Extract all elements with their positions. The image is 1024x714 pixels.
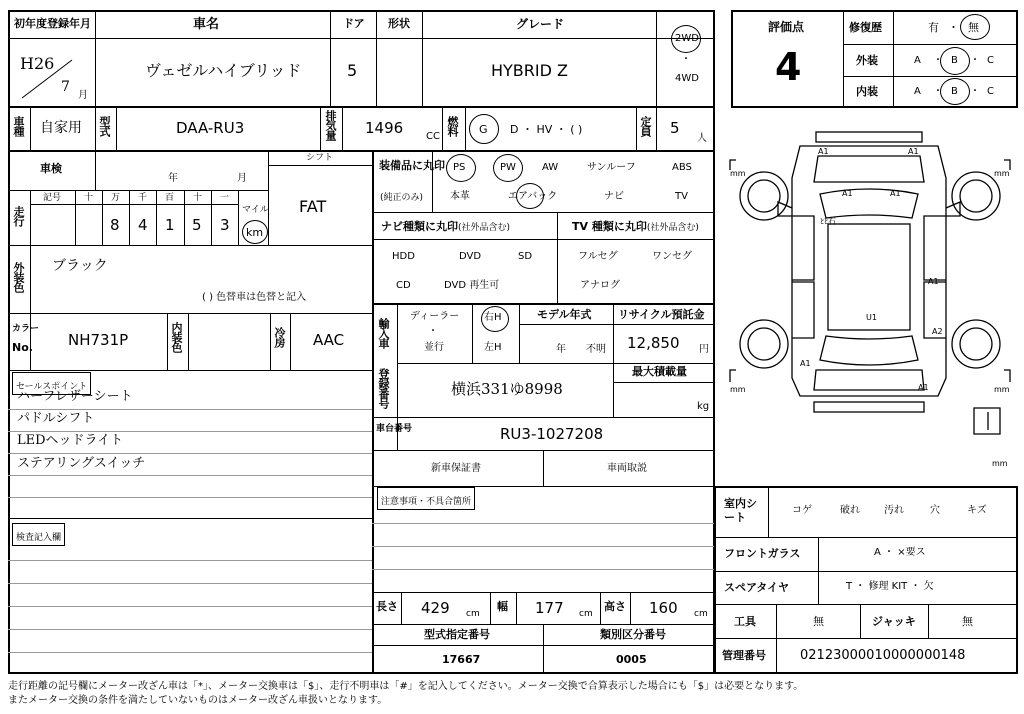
width: 177: [535, 599, 564, 617]
drive-4wd: 4WD: [675, 73, 699, 84]
length-label: 長さ: [376, 600, 398, 613]
equip-leather: 本革: [450, 191, 470, 202]
exterior-color: ブラック: [52, 258, 108, 274]
date-divider: [20, 54, 80, 100]
damage-mark: A1: [928, 277, 939, 286]
import-left-h: 左H: [484, 342, 502, 353]
tv-fullseg: フルセグ: [578, 251, 618, 262]
ext-rank-sep: ・: [970, 55, 980, 66]
tv-oneseg: ワンセグ: [652, 251, 692, 262]
navi-cd: CD: [396, 280, 411, 291]
capacity-label: 定員: [639, 116, 652, 136]
shift-label: シフト: [306, 153, 334, 163]
grade-label: グレード: [516, 17, 565, 31]
interior-item: 穴: [930, 505, 940, 516]
navi-dvd: DVD: [459, 251, 482, 262]
fuel-rest: D ・ HV ・ ( ): [510, 123, 583, 136]
tools-label: 工具: [734, 615, 756, 628]
import-label: 輸入車: [377, 318, 390, 348]
sales-point: ステアリングスイッチ: [17, 456, 146, 471]
repair-sep: ・: [948, 21, 959, 34]
chassis-label: 車台番号: [376, 424, 413, 434]
mile-label: マイル: [242, 205, 269, 215]
int-rank-b: B: [951, 86, 958, 97]
doors: 5: [347, 61, 358, 80]
mileage-digit: 1: [165, 216, 175, 234]
shaken-year-unit: 年: [168, 173, 178, 184]
displacement-unit: CC: [426, 131, 440, 142]
color-no: NH731P: [68, 331, 129, 349]
equip-airbag: エアバック: [508, 191, 558, 202]
displacement: 1496: [365, 119, 404, 137]
mm-label: mm: [994, 385, 1010, 394]
mm-label: mm: [730, 385, 746, 394]
score: 4: [775, 45, 802, 89]
tv-analog: アナログ: [580, 280, 620, 291]
equip-aw: AW: [542, 162, 559, 173]
int-rank-sep: ・: [970, 86, 980, 97]
navi-sd: SD: [518, 251, 533, 262]
navi-label: ナビ種類に丸印(社外品含む): [381, 220, 511, 233]
width-label: 幅: [497, 600, 508, 613]
equip-sunroof: サンルーフ: [587, 162, 636, 173]
sign-label: 記号: [43, 193, 62, 203]
exterior-color-label: 外装色: [12, 262, 25, 292]
shift-value: FAT: [299, 197, 327, 216]
ext-rank-b: B: [951, 55, 958, 66]
model-year-unknown: 不明: [586, 344, 606, 355]
height: 160: [649, 599, 678, 617]
ext-rank-c: C: [987, 55, 994, 66]
displacement-label: 排気量: [324, 110, 337, 140]
recycle-amount: 12,850: [627, 334, 680, 352]
digit-label: 十: [84, 193, 94, 203]
damage-mark: A2: [932, 327, 943, 336]
repair-no: 無: [968, 21, 979, 34]
mileage-digit: 4: [138, 216, 148, 234]
equipment-label-1: 装備品に丸印: [379, 159, 445, 172]
class-no: 0005: [616, 653, 647, 666]
damage-mark: A1: [918, 383, 929, 392]
digit-label: 万: [111, 193, 121, 203]
mm-label: mm: [992, 459, 1008, 468]
sales-point: パドルシフト: [17, 411, 95, 426]
recycle-label: リサイクル預託金: [618, 308, 705, 321]
chassis-number: RU3-1027208: [500, 425, 604, 443]
import-parallel: 並行: [424, 342, 444, 353]
class-no-label: 類別区分番号: [600, 628, 666, 641]
use-label: 車種: [12, 116, 25, 136]
equip-abs: ABS: [672, 162, 692, 173]
mm-label: mm: [730, 169, 746, 178]
manual: 車両取説: [607, 463, 647, 474]
type-no: 17667: [442, 653, 481, 666]
import-dot: ・: [428, 326, 438, 337]
spare-tire-value: T ・ 修理 KIT ・ 欠: [846, 581, 934, 592]
digit-label: 一: [220, 193, 230, 203]
damage-mark: A1: [890, 189, 901, 198]
car-name: ヴェゼルハイブリッド: [145, 61, 302, 80]
interior-item: コゲ: [792, 505, 812, 516]
shaken-month-unit: 月: [237, 173, 247, 184]
import-right-h: 右H: [484, 312, 502, 323]
equipment-sub: (純正のみ): [380, 193, 424, 203]
registration-number: 横浜331ゆ8998: [451, 380, 563, 398]
notes-label: 注意事項・不具合箇所: [377, 487, 475, 510]
equip-pw: PW: [500, 162, 516, 173]
int-rank-a: A: [914, 86, 921, 97]
sales-point: LEDヘッドライト: [17, 433, 124, 448]
model-year-label: モデル年式: [537, 308, 592, 321]
color-change-note: ( ) 色替車は色替と記入: [202, 292, 307, 303]
max-load-unit: kg: [697, 401, 710, 412]
navi-hdd: HDD: [392, 251, 415, 262]
tv-label: TV 種類に丸印(社外品含む): [572, 220, 699, 233]
ext-rank-a: A: [914, 55, 921, 66]
color-no-label: No.: [12, 341, 33, 354]
navi-dvd-play: DVD 再生可: [444, 280, 500, 291]
inspector-notes-label: 検査記入欄: [12, 523, 65, 546]
footer-note-2: またメーター交換の条件を満たしていないものはメーター改ざん車扱いとなります。: [8, 695, 388, 706]
windshield-value: A ・ ×要ス: [874, 547, 926, 558]
sales-point: ハーフレザーシート: [17, 389, 133, 404]
reg-year: H26: [20, 54, 55, 73]
score-label: 評価点: [768, 20, 805, 34]
height-unit: cm: [694, 609, 708, 619]
drive-2wd: 2WD: [675, 33, 699, 44]
mileage-digit: 8: [110, 216, 120, 234]
equip-navi: ナビ: [604, 191, 624, 202]
doors-label: ドア: [343, 17, 365, 30]
length-unit: cm: [466, 609, 480, 619]
width-unit: cm: [579, 609, 593, 619]
grade: HYBRID Z: [491, 61, 568, 80]
digit-label: 千: [138, 193, 148, 203]
exterior-grade-label: 外装: [856, 54, 878, 67]
mileage-label: 走行: [12, 206, 25, 226]
car-name-label: 車名: [193, 17, 220, 32]
car-damage-diagram: [728, 120, 1018, 482]
repair-yes: 有: [928, 21, 939, 34]
model-year-unit: 年: [556, 344, 566, 355]
windshield-label: フロントガラス: [724, 547, 801, 560]
interior-item: 汚れ: [884, 505, 904, 516]
km-label: km: [246, 226, 264, 239]
repair-label: 修復歴: [849, 21, 882, 34]
capacity: 5: [670, 119, 680, 137]
max-load-label: 最大積載量: [632, 365, 687, 378]
registration-label: 登録番号: [377, 368, 390, 408]
damage-mark: U1: [866, 313, 877, 322]
ext-rank-sep: ・: [933, 55, 943, 66]
jack-value: 無: [962, 615, 973, 628]
model-label: 型式: [98, 116, 111, 136]
interior-grade-label: 内装: [856, 85, 878, 98]
ac-value: AAC: [313, 331, 345, 349]
warranty: 新車保証書: [431, 463, 481, 474]
shape-label: 形状: [388, 17, 410, 30]
equip-ps: PS: [453, 162, 466, 173]
sales-points-label: セールスポイント: [12, 372, 91, 395]
interior-item: キズ: [967, 505, 987, 516]
damage-mark: ﾋﾋ石: [820, 217, 836, 226]
import-dealer: ディーラー: [410, 311, 460, 322]
tools-value: 無: [813, 615, 824, 628]
model: DAA-RU3: [176, 119, 245, 137]
footer-note-1: 走行距離の記号欄にメーター改ざん車は「*」、メーター交換車は「$」、走行不明車は「#」を記入してください。メーター交換で合算表示した場合にも「$」は必要となります。: [8, 681, 804, 692]
reg-month-unit: 月: [78, 90, 88, 101]
fuel-g: G: [479, 123, 488, 136]
color-no-label-top: カラー: [12, 324, 40, 334]
interior-item: 破れ: [840, 505, 860, 516]
mm-label: mm: [994, 169, 1010, 178]
use: 自家用: [40, 120, 82, 136]
recycle-unit: 円: [699, 344, 709, 355]
reg-year-label: 初年度登録年月: [14, 17, 91, 30]
spare-tire-label: スペアタイヤ: [724, 581, 790, 594]
mileage-digit: 5: [192, 216, 202, 234]
digit-label: 百: [165, 193, 175, 203]
length: 429: [421, 599, 450, 617]
interior-color-label: 内装色: [170, 322, 183, 352]
interior-seat-label: 室内シート: [724, 497, 757, 524]
capacity-unit: 人: [697, 133, 707, 144]
damage-mark: A1: [908, 147, 919, 156]
damage-mark: A1: [842, 189, 853, 198]
drive-sep: ・: [681, 54, 691, 65]
mgmt-number: 02123000010000000148: [800, 648, 966, 663]
ac-label: 冷房: [273, 327, 286, 347]
mgmt-number-label: 管理番号: [722, 649, 766, 662]
height-label: 高さ: [604, 600, 626, 613]
equip-tv: TV: [675, 191, 688, 202]
mileage-digit: 3: [220, 216, 230, 234]
damage-mark: A1: [800, 359, 811, 368]
digit-label: 十: [193, 193, 203, 203]
reg-month: 7: [61, 79, 70, 95]
int-rank-sep: ・: [933, 86, 943, 97]
jack-label: ジャッキ: [872, 615, 916, 628]
int-rank-c: C: [987, 86, 994, 97]
type-no-label: 型式指定番号: [424, 628, 490, 641]
shaken-label: 車検: [40, 162, 62, 175]
damage-mark: A1: [818, 147, 829, 156]
fuel-label: 燃料: [446, 116, 459, 136]
